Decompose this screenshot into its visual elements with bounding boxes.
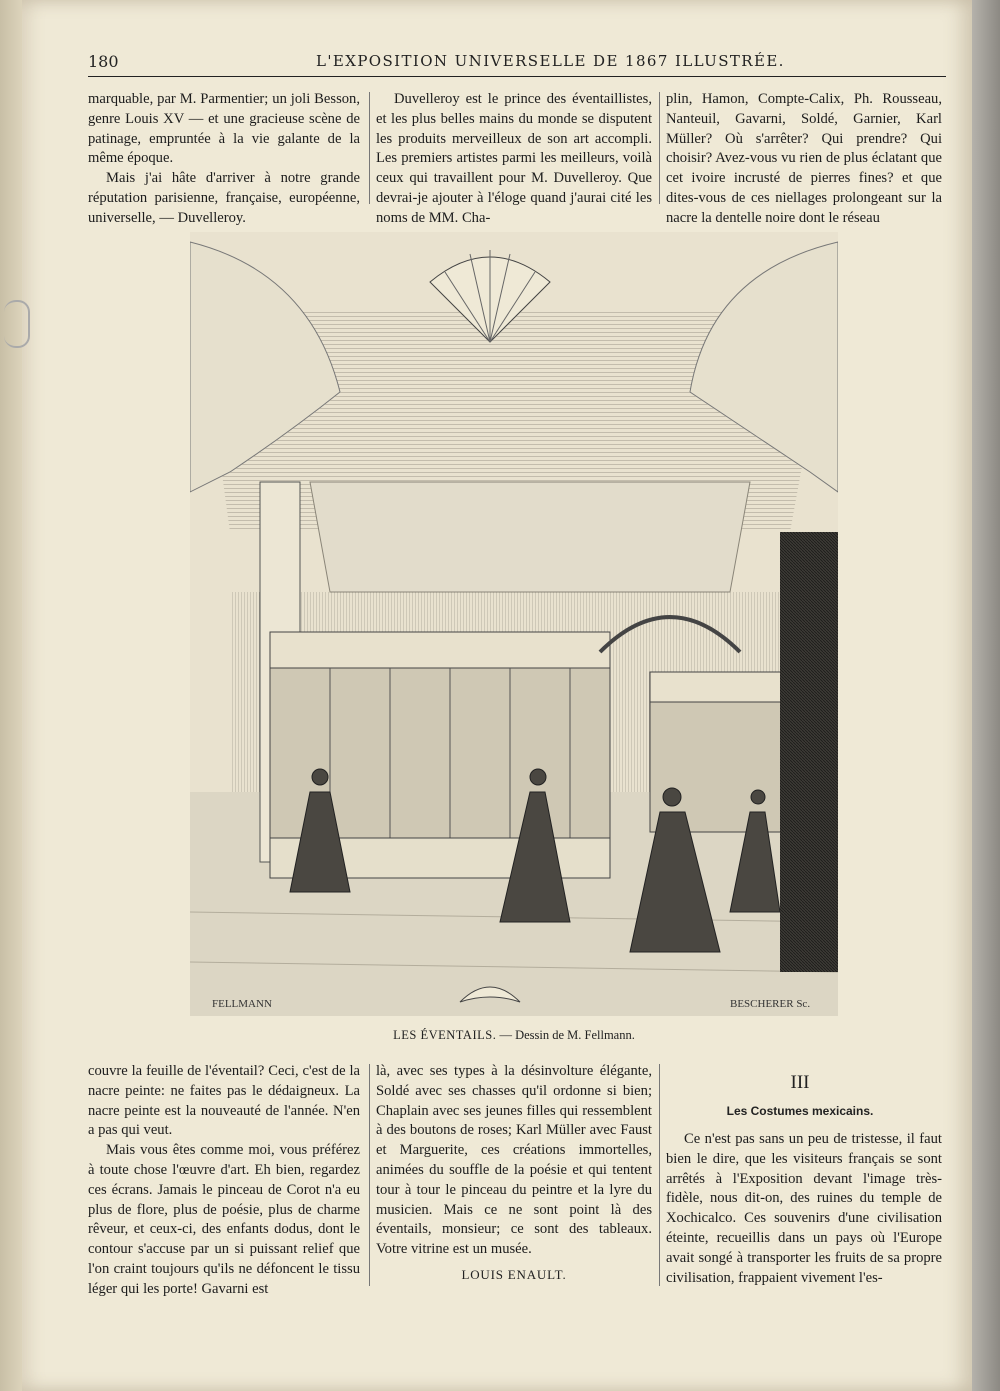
paragraph: Duvelleroy est le prince des éventaillistes, et les plus belles mains du monde se disputent les produits merveilleux de son art accompli. Les premiers artistes parmi les meilleurs, voilà ceux qui travaillent pour M. Duvelleroy. Que devrai-je ajouter à l'éloge quand j'aurai cité les noms de MM. Cha- <box>376 91 652 226</box>
caption-credit: — Dessin de M. Fellmann. <box>499 1028 635 1042</box>
running-head: L'EXPOSITION UNIVERSELLE DE 1867 ILLUSTRÉE. <box>316 52 785 70</box>
engraver-signature-left: FELLMANN <box>212 998 272 1010</box>
section-number: III <box>790 1072 810 1093</box>
author-signature: LOUIS ENAULT. <box>461 1267 567 1282</box>
paragraph: Mais j'ai hâte d'arriver à notre grande réputation parisienne, française, européenne, universelle, — Duvelleroy. <box>88 170 360 226</box>
paragraph: marquable, par M. Parmentier; un joli Besson, genre Louis XV — et une gracieuse scène de patinage, empruntée à la vie galante de la même époque. <box>88 91 360 167</box>
column-rule <box>659 1064 660 1286</box>
top-column-1 <box>88 90 360 229</box>
bottom-column-2 <box>376 1062 652 1260</box>
caption-title: LES ÉVENTAILS. <box>393 1028 497 1042</box>
top-column-2 <box>376 90 652 229</box>
page-header <box>88 50 946 77</box>
engraving-illustration <box>190 232 838 1016</box>
page-outer-edge <box>972 0 1000 1391</box>
paragraph: couvre la feuille de l'éventail? Ceci, c'est de la nacre peinte: ne faites pas le dédaigneux. La nacre peinte est la nouveauté de l'année. N'en a pas qui veut. <box>88 1063 360 1139</box>
illustration-caption <box>190 1028 838 1043</box>
paragraph: Ce n'est pas sans un peu de tristesse, il faut bien le dire, que les visiteurs français se sont arrêtés à l'Exposition devant l'image très-fidèle, nous dit-on, des ruines du temple de Xochicalco. Ces souvenirs d'une civilisation éteinte, recueillis dans un pays où l'Europe avait songé à transporter les fruits de sa propre civilisation, frappaient vivement l'es- <box>666 1131 942 1286</box>
paper-clip <box>4 300 30 348</box>
paragraph: là, avec ses types à la désinvolture élégante, Soldé avec ses chasses qu'il ordonne si bien; Chaplain avec ses jeunes filles qui ressemblent à des boutons de roses; Karl Müller avec Faust et Marguerite, ces créations immortelles, animées du souffle de la poésie et qui tentent tour à tour le pinceau du peintre et la lyre du musicien. Mais ce ne sont point là des éventails, monsieur; ce sont des tableaux. Votre vitrine est un musée. <box>376 1063 652 1258</box>
engraver-signature-right: BESCHERER Sc. <box>730 998 811 1010</box>
paragraph: Mais vous êtes comme moi, vous préférez à toute chose l'œuvre d'art. Eh bien, regardez ces écrans. Jamais le pinceau de Corot n'a eu plus de flore, plus de poésie, plus de charme rêveur, et ceux-ci, des enfants dodus, dont le contour s'accuse par un si puissant relief que l'on craint toujours qu'ils ne défoncent le tissu léger qui les porte! Gavarni est <box>88 1142 360 1297</box>
fan-exhibit-engraving <box>190 232 838 1016</box>
section-title: Les Costumes mexicains. <box>726 1104 874 1118</box>
page-number: 180 <box>88 52 119 71</box>
column-rule <box>659 92 660 204</box>
bottom-column-3 <box>666 1130 942 1288</box>
top-column-3 <box>666 90 942 229</box>
bottom-column-1 <box>88 1062 360 1300</box>
page-binding-edge <box>0 0 22 1391</box>
column-rule <box>369 92 370 204</box>
paragraph: plin, Hamon, Compte-Calix, Ph. Rousseau, Nanteuil, Gavarni, Soldé, Garnier, Karl Müller? Où s'arrêter? Qui prendre? Qui choisir? Avez-vous vu rien de plus éclatant que cet ivoire incrusté de pierres fines? et que dites-vous de ces niellages prolongeant sur la nacre la dentelle noire dont le réseau <box>666 91 942 226</box>
column-rule <box>369 1064 370 1286</box>
